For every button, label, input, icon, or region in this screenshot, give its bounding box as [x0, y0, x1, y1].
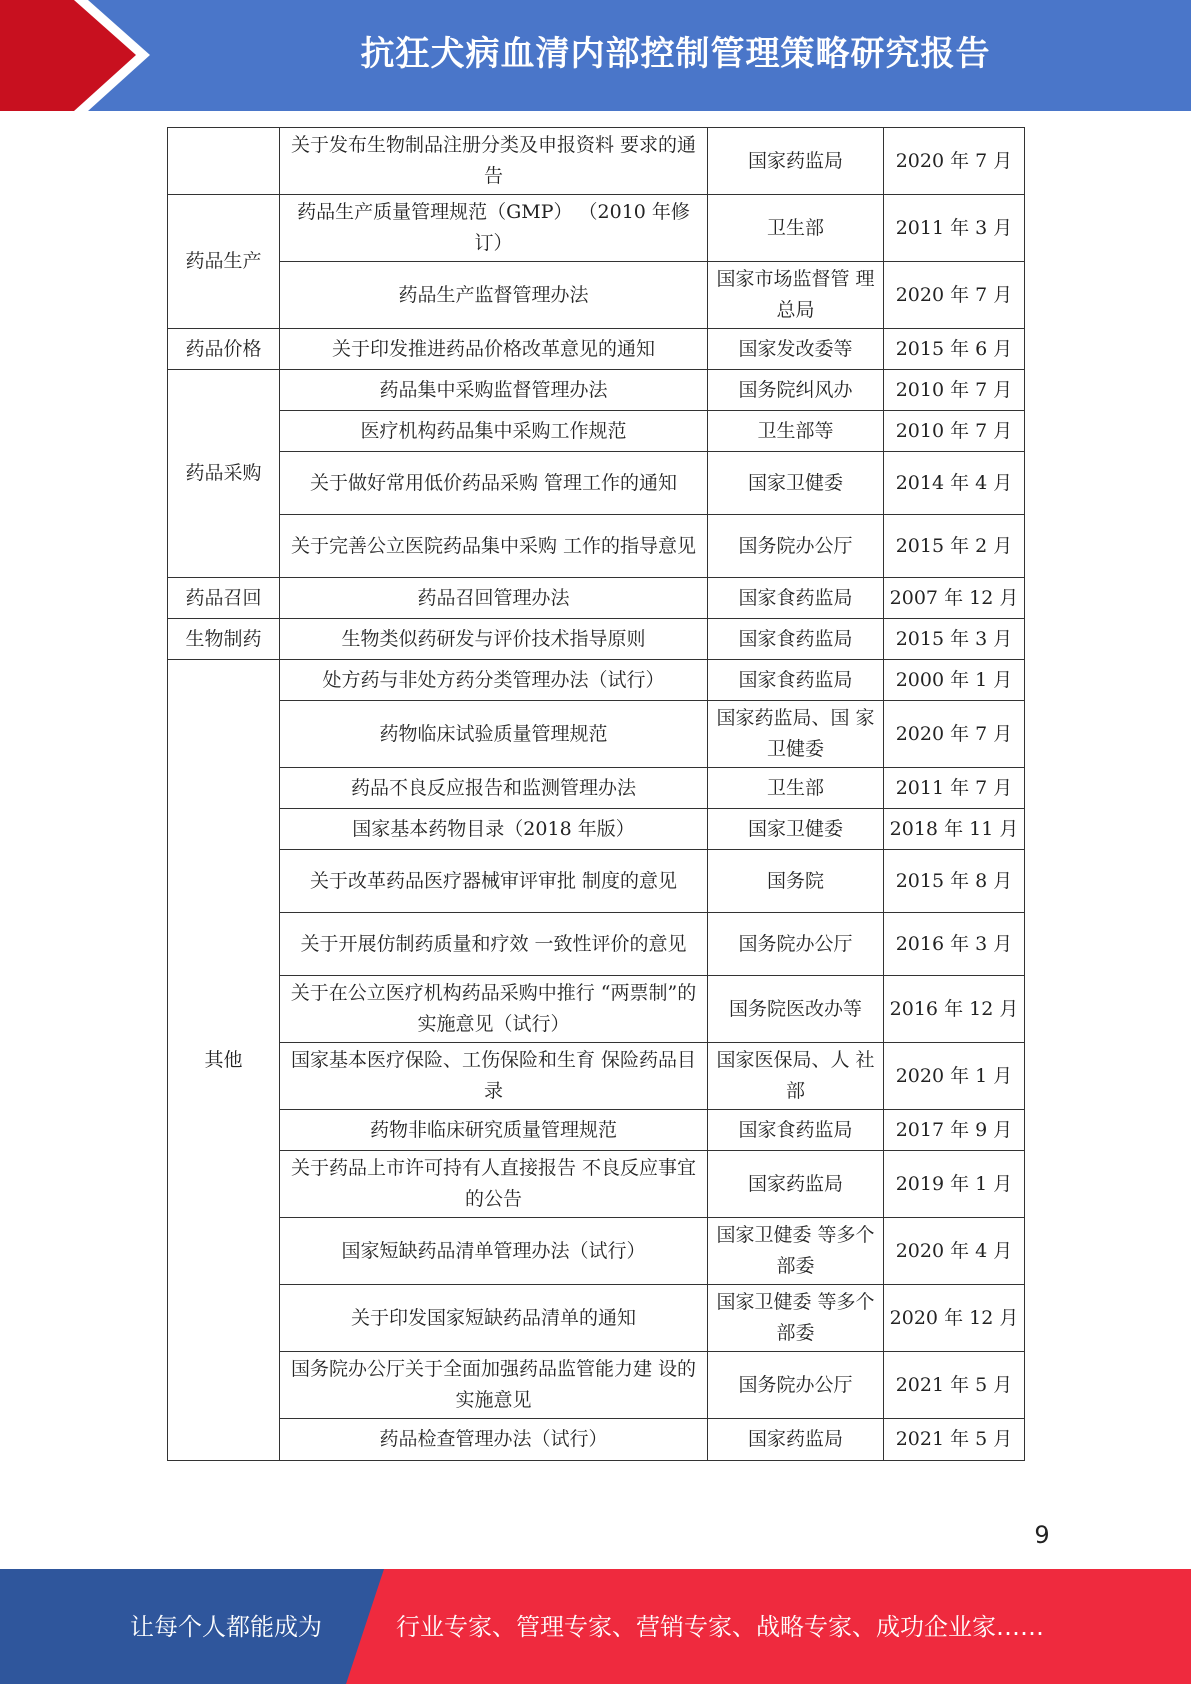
issue-date: 2015 年 3 月: [884, 619, 1025, 660]
category-cell: 药品召回: [168, 578, 280, 619]
regulation-name: 关于在公立医疗机构药品采购中推行 “两票制”的实施意见（试行）: [280, 976, 708, 1043]
table-row: [168, 1285, 1025, 1352]
regulations-table: [167, 127, 1025, 1461]
issue-date: 2020 年 7 月: [884, 701, 1025, 768]
table-row: [168, 660, 1025, 701]
page-number: 9: [1034, 1521, 1050, 1549]
issuing-authority: 国家卫健委: [708, 452, 884, 515]
regulation-name: 药品检查管理办法（试行）: [280, 1419, 708, 1461]
regulation-name: 国务院办公厅关于全面加强药品监管能力建 设的实施意见: [280, 1352, 708, 1419]
issue-date: 2011 年 3 月: [884, 195, 1025, 262]
regulation-name: 关于做好常用低价药品采购 管理工作的通知: [280, 452, 708, 515]
table-row: [168, 913, 1025, 976]
issuing-authority: 国家卫健委: [708, 809, 884, 850]
issuing-authority: 国务院办公厅: [708, 913, 884, 976]
category-cell: 生物制药: [168, 619, 280, 660]
issuing-authority: 国家卫健委 等多个部委: [708, 1218, 884, 1285]
issuing-authority: 国务院医改办等: [708, 976, 884, 1043]
regulation-name: 医疗机构药品集中采购工作规范: [280, 411, 708, 452]
issuing-authority: 卫生部等: [708, 411, 884, 452]
table-row: [168, 809, 1025, 850]
category-cell: [168, 128, 280, 195]
table-row: [168, 1151, 1025, 1218]
issue-date: 2014 年 4 月: [884, 452, 1025, 515]
issue-date: 2020 年 12 月: [884, 1285, 1025, 1352]
regulation-name: 药物临床试验质量管理规范: [280, 701, 708, 768]
regulation-name: 处方药与非处方药分类管理办法（试行）: [280, 660, 708, 701]
issue-date: 2020 年 1 月: [884, 1043, 1025, 1110]
table-row: [168, 1043, 1025, 1110]
issuing-authority: 国家医保局、人 社部: [708, 1043, 884, 1110]
table-row: [168, 262, 1025, 329]
issuing-authority: 国家药监局: [708, 1419, 884, 1461]
table-row: [168, 578, 1025, 619]
table-row: [168, 1352, 1025, 1419]
table-row: [168, 1218, 1025, 1285]
table-row: [168, 411, 1025, 452]
table-row: [168, 1110, 1025, 1151]
regulation-name: 关于印发国家短缺药品清单的通知: [280, 1285, 708, 1352]
issue-date: 2010 年 7 月: [884, 411, 1025, 452]
regulation-name: 药物非临床研究质量管理规范: [280, 1110, 708, 1151]
issuing-authority: 国务院纠风办: [708, 370, 884, 411]
regulation-name: 关于改革药品医疗器械审评审批 制度的意见: [280, 850, 708, 913]
category-cell: 药品价格: [168, 329, 280, 370]
category-cell: 其他: [168, 660, 280, 1461]
regulation-name: 关于印发推进药品价格改革意见的通知: [280, 329, 708, 370]
table-row: [168, 768, 1025, 809]
issue-date: 2010 年 7 月: [884, 370, 1025, 411]
page-footer: [0, 1569, 1191, 1684]
category-cell: 药品采购: [168, 370, 280, 578]
issue-date: 2020 年 7 月: [884, 128, 1025, 195]
footer-slogan-left: 让每个人都能成为: [130, 1613, 322, 1641]
issue-date: 2016 年 12 月: [884, 976, 1025, 1043]
regulation-name: 生物类似药研发与评价技术指导原则: [280, 619, 708, 660]
issuing-authority: 国务院办公厅: [708, 515, 884, 578]
issue-date: 2018 年 11 月: [884, 809, 1025, 850]
table-row: [168, 515, 1025, 578]
page-title: 抗狂犬病血清内部控制管理策略研究报告: [360, 34, 991, 74]
regulation-name: 关于完善公立医院药品集中采购 工作的指导意见: [280, 515, 708, 578]
issuing-authority: 国务院: [708, 850, 884, 913]
table-row: [168, 976, 1025, 1043]
regulation-name: 国家短缺药品清单管理办法（试行）: [280, 1218, 708, 1285]
regulation-name: 国家基本医疗保险、工伤保险和生育 保险药品目录: [280, 1043, 708, 1110]
regulation-name: 药品不良反应报告和监测管理办法: [280, 768, 708, 809]
regulation-name: 药品生产质量管理规范（GMP） （2010 年修订）: [280, 195, 708, 262]
issue-date: 2011 年 7 月: [884, 768, 1025, 809]
regulation-name: 关于发布生物制品注册分类及申报资料 要求的通告: [280, 128, 708, 195]
issuing-authority: 卫生部: [708, 195, 884, 262]
table-row: [168, 195, 1025, 262]
issue-date: 2021 年 5 月: [884, 1419, 1025, 1461]
page-header: [0, 0, 1191, 111]
regulation-name: 关于开展仿制药质量和疗效 一致性评价的意见: [280, 913, 708, 976]
regulation-name: 药品召回管理办法: [280, 578, 708, 619]
issue-date: 2016 年 3 月: [884, 913, 1025, 976]
table-row: [168, 452, 1025, 515]
table-row: [168, 128, 1025, 195]
table-row: [168, 370, 1025, 411]
issuing-authority: 国家食药监局: [708, 619, 884, 660]
header-chevron-icon: [0, 0, 136, 111]
table-row: [168, 850, 1025, 913]
issue-date: 2007 年 12 月: [884, 578, 1025, 619]
regulation-name: 国家基本药物目录（2018 年版）: [280, 809, 708, 850]
issuing-authority: 国家药监局: [708, 1151, 884, 1218]
category-cell: 药品生产: [168, 195, 280, 329]
issue-date: 2000 年 1 月: [884, 660, 1025, 701]
issuing-authority: 国家药监局: [708, 128, 884, 195]
issue-date: 2015 年 6 月: [884, 329, 1025, 370]
issue-date: 2020 年 4 月: [884, 1218, 1025, 1285]
regulation-name: 药品集中采购监督管理办法: [280, 370, 708, 411]
table-row: [168, 619, 1025, 660]
table-row: [168, 1419, 1025, 1461]
regulation-name: 药品生产监督管理办法: [280, 262, 708, 329]
issuing-authority: 卫生部: [708, 768, 884, 809]
table-row: [168, 329, 1025, 370]
issuing-authority: 国务院办公厅: [708, 1352, 884, 1419]
table-row: [168, 701, 1025, 768]
issuing-authority: 国家食药监局: [708, 578, 884, 619]
issue-date: 2020 年 7 月: [884, 262, 1025, 329]
issue-date: 2019 年 1 月: [884, 1151, 1025, 1218]
issue-date: 2015 年 2 月: [884, 515, 1025, 578]
issuing-authority: 国家发改委等: [708, 329, 884, 370]
issue-date: 2021 年 5 月: [884, 1352, 1025, 1419]
issue-date: 2017 年 9 月: [884, 1110, 1025, 1151]
issuing-authority: 国家食药监局: [708, 1110, 884, 1151]
issuing-authority: 国家药监局、国 家卫健委: [708, 701, 884, 768]
issuing-authority: 国家食药监局: [708, 660, 884, 701]
issuing-authority: 国家市场监督管 理总局: [708, 262, 884, 329]
issuing-authority: 国家卫健委 等多个部委: [708, 1285, 884, 1352]
regulation-name: 关于药品上市许可持有人直接报告 不良反应事宜的公告: [280, 1151, 708, 1218]
issue-date: 2015 年 8 月: [884, 850, 1025, 913]
footer-slogan-right: 行业专家、管理专家、营销专家、战略专家、成功企业家……: [396, 1613, 1044, 1641]
